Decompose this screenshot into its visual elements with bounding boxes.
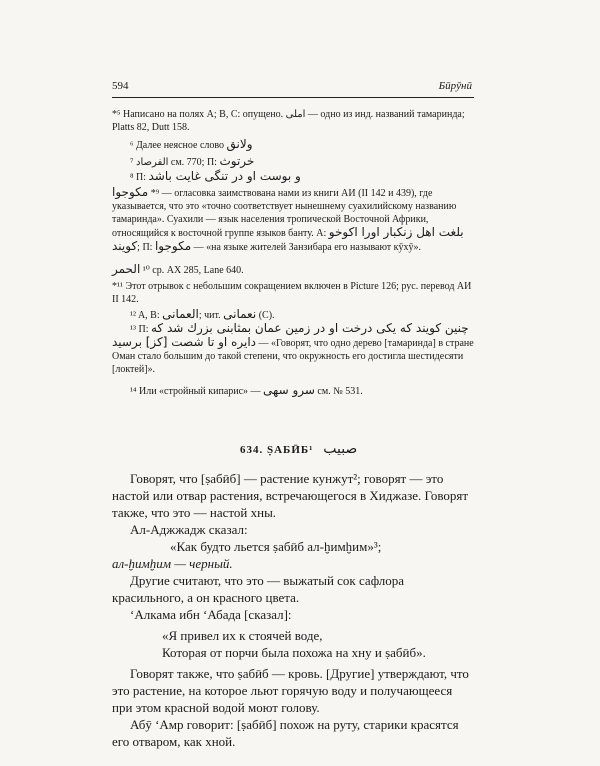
page-number: 594 xyxy=(112,80,129,92)
footnote-12: ¹² A, B: العمانی; чит. نعمانی (C). xyxy=(130,307,275,321)
footnote-10-arabic: الحمر xyxy=(112,262,141,276)
footnote-8: ⁸ П: و بوست او در تنگی غایت باشد xyxy=(130,169,301,183)
verse-line-1: «Я привел их к стоячей воде, xyxy=(162,628,323,643)
paragraph-1: Говорят, что [ṣабӣб] — растение кунжут²; говорят — это настой или отвар растения, встречающегося в Хиджазе. Говорят также, что это — настой хны. xyxy=(112,471,469,520)
footnote-6: ⁶ Далее неясное слово ولانق xyxy=(130,137,253,151)
footnote-11: *¹¹ Этот отрывок с небольшим сокращением включен в Picture 126; рус. перевод АИ II 142. xyxy=(112,281,472,305)
footnote-12-arabic: العمانی xyxy=(162,307,199,321)
verse-line-2: Которая от порчи была похожа на хну и ṣабӣб». xyxy=(162,645,426,660)
footnote-14-arabic: سرو سهی xyxy=(263,383,315,397)
running-title: Бӣрӯнӣ xyxy=(438,80,472,92)
footnote-5: *⁵ Написано на полях A; B, C: опущено. املی — одно из инд. названий тамаринда; Platts 82, Dutt 158. xyxy=(112,109,465,133)
entry-heading-arabic: صبیب xyxy=(323,441,358,457)
footnote-9-arabic-head: مكوجوا xyxy=(112,185,149,199)
footnote-10: الحمر ¹⁰ ср. АХ 285, Lane 640. xyxy=(112,262,244,276)
footnote-13-arabic-2: دایره او تا شصت [كز] برسید xyxy=(112,335,256,349)
footnote-9-arabic-quote2: مكوجوا xyxy=(154,239,192,253)
running-header xyxy=(112,80,472,94)
header-rule xyxy=(112,97,474,98)
entry-body xyxy=(112,470,474,750)
paragraph-4: ʻАлкама ибн ʻАбада [сказал]: xyxy=(130,607,292,622)
footnote-9: مكوجوا *⁹ — огласовка заимствована нами из книги АИ (II 142 и 439), где указывается, что это «точно соответствует нынешнему суахилийскому названию тамаринда». Суахили — язык населения тропической Восточной Африки, относящийся к восточной группе языков банту. А: بلغت اهل زنكبار اورا اكوخو كويند; П: مكوجوا — «на языке жителей Занзибара его называют кӯхӯ». xyxy=(112,185,464,253)
quote-1-gloss: ал-ḫимḫим — черный. xyxy=(112,556,233,571)
footnote-14: ¹⁴ Или «стройный кипарис» — سرو سهی см. № 531. xyxy=(130,383,363,397)
footnote-6-arabic: ولانق xyxy=(226,137,253,151)
footnote-9-arabic-quote: بلغت اهل زنكبار اورا اكوخو كويند xyxy=(112,225,464,253)
footnote-13: ¹³ П: چنین كویند كه یكی درخت او در زمین عمان بمثابنی بزرك شد كه دایره او تا شصت [كز] برسید — «Говорят, что одно дерево [тамаринда] в стране Оман стало большим до такой степени, что окружность его достигла шестидесяти [локтей]». xyxy=(112,321,474,375)
quote-1: «Как будто льется ṣабӣб ал-ḫимḫим»³; xyxy=(170,539,382,554)
footnote-8-arabic: و بوست او در تنگی غایت باشد xyxy=(148,169,301,183)
paragraph-3: Другие считают, что это — выжатый сок сафлора красильного, а он красного цвета. xyxy=(112,573,405,605)
footnote-13-arabic: چنین كویند كه یكی درخت او در زمین عمان بمثابنی بزرك شد كه xyxy=(151,321,469,335)
footnote-7-arabic: خرتوث xyxy=(219,154,255,168)
paragraph-6: Абӯ ʻАмр говорит: [ṣабӣб] похож на руту, старики красятся его отваром, как хной. xyxy=(112,717,459,749)
footnote-12-arabic-2: نعمانی xyxy=(223,307,257,321)
paragraph-5: Говорят также, что ṣабӣб — кровь. [Другие] утверждают, что это растение, на которое льют горячую воду и получающееся при этом красной водой моют голову. xyxy=(112,666,469,715)
entry-heading: 634. ṢАБӢБ¹ صبیب xyxy=(240,441,358,457)
paragraph-2: Ал-Аджжадж сказал: xyxy=(130,522,248,537)
footnote-7: ⁷ الفرصاد см. 770; П: خرتوث xyxy=(130,154,255,168)
